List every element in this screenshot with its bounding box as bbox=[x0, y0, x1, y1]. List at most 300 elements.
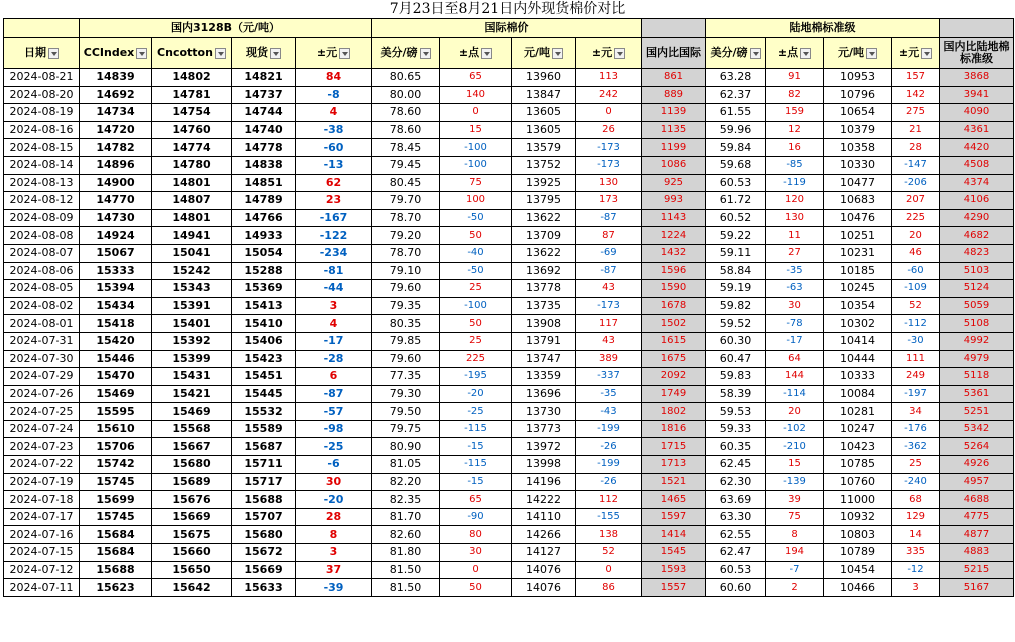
cell-landed-points[interactable]: 120 bbox=[766, 192, 824, 210]
cell-landed-yuan-ton[interactable]: 10789 bbox=[824, 544, 892, 562]
cell-ccindex[interactable]: 15067 bbox=[80, 244, 152, 262]
cell-landed-yuan-ton[interactable]: 10423 bbox=[824, 438, 892, 456]
filter-dropdown-icon[interactable] bbox=[420, 48, 431, 59]
cell-intl-cents-lb[interactable]: 79.30 bbox=[372, 385, 440, 403]
cell-ccindex[interactable]: 14900 bbox=[80, 174, 152, 192]
cell-date[interactable]: 2024-07-19 bbox=[4, 473, 80, 491]
cell-domestic-vs-intl[interactable]: 1675 bbox=[642, 350, 706, 368]
cell-date[interactable]: 2024-08-01 bbox=[4, 315, 80, 333]
cell-landed-yuan-ton[interactable]: 10302 bbox=[824, 315, 892, 333]
cell-domestic-vs-landed[interactable]: 4361 bbox=[940, 121, 1014, 139]
cell-cncotton[interactable]: 14801 bbox=[152, 174, 232, 192]
cell-ccindex[interactable]: 15706 bbox=[80, 438, 152, 456]
cell-spot[interactable]: 15717 bbox=[232, 473, 296, 491]
cell-intl-change[interactable]: -337 bbox=[576, 368, 642, 386]
cell-landed-change[interactable]: 142 bbox=[892, 86, 940, 104]
cell-ccindex[interactable]: 15333 bbox=[80, 262, 152, 280]
cell-landed-cents-lb[interactable]: 60.30 bbox=[706, 332, 766, 350]
cell-domestic-change[interactable]: -38 bbox=[296, 121, 372, 139]
cell-landed-cents-lb[interactable]: 62.37 bbox=[706, 86, 766, 104]
cell-intl-yuan-ton[interactable]: 14110 bbox=[512, 508, 576, 526]
cell-ccindex[interactable]: 14896 bbox=[80, 156, 152, 174]
cell-domestic-vs-intl[interactable]: 1557 bbox=[642, 579, 706, 597]
cell-domestic-vs-intl[interactable]: 925 bbox=[642, 174, 706, 192]
filter-dropdown-icon[interactable] bbox=[339, 48, 350, 59]
cell-domestic-vs-intl[interactable]: 1545 bbox=[642, 544, 706, 562]
cell-landed-cents-lb[interactable]: 62.45 bbox=[706, 456, 766, 474]
cell-landed-cents-lb[interactable]: 61.55 bbox=[706, 104, 766, 122]
cell-intl-points[interactable]: -25 bbox=[440, 403, 512, 421]
cell-date[interactable]: 2024-08-19 bbox=[4, 104, 80, 122]
cell-spot[interactable]: 15707 bbox=[232, 508, 296, 526]
cell-cncotton[interactable]: 15660 bbox=[152, 544, 232, 562]
cell-intl-yuan-ton[interactable]: 13692 bbox=[512, 262, 576, 280]
cell-landed-yuan-ton[interactable]: 10654 bbox=[824, 104, 892, 122]
cell-ccindex[interactable]: 15742 bbox=[80, 456, 152, 474]
cell-domestic-change[interactable]: -20 bbox=[296, 491, 372, 509]
cell-intl-change[interactable]: 43 bbox=[576, 332, 642, 350]
cell-intl-yuan-ton[interactable]: 13847 bbox=[512, 86, 576, 104]
cell-landed-change[interactable]: -60 bbox=[892, 262, 940, 280]
cell-domestic-change[interactable]: -25 bbox=[296, 438, 372, 456]
cell-domestic-vs-landed[interactable]: 5118 bbox=[940, 368, 1014, 386]
cell-intl-yuan-ton[interactable]: 13925 bbox=[512, 174, 576, 192]
cell-cncotton[interactable]: 15242 bbox=[152, 262, 232, 280]
cell-landed-cents-lb[interactable]: 59.68 bbox=[706, 156, 766, 174]
cell-intl-cents-lb[interactable]: 77.35 bbox=[372, 368, 440, 386]
cell-domestic-vs-landed[interactable]: 5103 bbox=[940, 262, 1014, 280]
cell-intl-yuan-ton[interactable]: 13730 bbox=[512, 403, 576, 421]
cell-landed-cents-lb[interactable]: 60.52 bbox=[706, 209, 766, 227]
cell-intl-cents-lb[interactable]: 80.45 bbox=[372, 174, 440, 192]
cell-cncotton[interactable]: 15391 bbox=[152, 297, 232, 315]
cell-domestic-vs-intl[interactable]: 1139 bbox=[642, 104, 706, 122]
cell-landed-points[interactable]: 159 bbox=[766, 104, 824, 122]
cell-intl-points[interactable]: 25 bbox=[440, 280, 512, 298]
cell-intl-points[interactable]: 50 bbox=[440, 315, 512, 333]
cell-landed-yuan-ton[interactable]: 10466 bbox=[824, 579, 892, 597]
cell-intl-cents-lb[interactable]: 79.50 bbox=[372, 403, 440, 421]
cell-intl-cents-lb[interactable]: 82.20 bbox=[372, 473, 440, 491]
cell-intl-points[interactable]: 0 bbox=[440, 104, 512, 122]
cell-spot[interactable]: 14740 bbox=[232, 121, 296, 139]
cell-spot[interactable]: 15589 bbox=[232, 420, 296, 438]
cell-date[interactable]: 2024-07-29 bbox=[4, 368, 80, 386]
cell-ccindex[interactable]: 14730 bbox=[80, 209, 152, 227]
cell-cncotton[interactable]: 15041 bbox=[152, 244, 232, 262]
cell-landed-cents-lb[interactable]: 59.84 bbox=[706, 139, 766, 157]
cell-domestic-change[interactable]: -98 bbox=[296, 420, 372, 438]
cell-ccindex[interactable]: 14924 bbox=[80, 227, 152, 245]
cell-cncotton[interactable]: 15675 bbox=[152, 526, 232, 544]
cell-domestic-change[interactable]: -44 bbox=[296, 280, 372, 298]
cell-cncotton[interactable]: 15421 bbox=[152, 385, 232, 403]
cell-domestic-vs-landed[interactable]: 4992 bbox=[940, 332, 1014, 350]
cell-date[interactable]: 2024-07-15 bbox=[4, 544, 80, 562]
cell-landed-cents-lb[interactable]: 59.11 bbox=[706, 244, 766, 262]
cell-cncotton[interactable]: 15401 bbox=[152, 315, 232, 333]
cell-domestic-vs-intl[interactable]: 1749 bbox=[642, 385, 706, 403]
cell-intl-points[interactable]: 65 bbox=[440, 69, 512, 87]
cell-landed-points[interactable]: 64 bbox=[766, 350, 824, 368]
cell-ccindex[interactable]: 14782 bbox=[80, 139, 152, 157]
cell-landed-yuan-ton[interactable]: 10414 bbox=[824, 332, 892, 350]
cell-intl-yuan-ton[interactable]: 14266 bbox=[512, 526, 576, 544]
cell-landed-points[interactable]: 20 bbox=[766, 403, 824, 421]
cell-landed-cents-lb[interactable]: 59.33 bbox=[706, 420, 766, 438]
cell-domestic-vs-landed[interactable]: 5215 bbox=[940, 561, 1014, 579]
cell-landed-yuan-ton[interactable]: 10247 bbox=[824, 420, 892, 438]
cell-domestic-change[interactable]: 8 bbox=[296, 526, 372, 544]
cell-landed-yuan-ton[interactable]: 10454 bbox=[824, 561, 892, 579]
cell-intl-change[interactable]: -155 bbox=[576, 508, 642, 526]
cell-domestic-vs-intl[interactable]: 2092 bbox=[642, 368, 706, 386]
cell-cncotton[interactable]: 14754 bbox=[152, 104, 232, 122]
cell-landed-points[interactable]: 194 bbox=[766, 544, 824, 562]
cell-spot[interactable]: 14744 bbox=[232, 104, 296, 122]
cell-landed-points[interactable]: -210 bbox=[766, 438, 824, 456]
cell-landed-yuan-ton[interactable]: 10379 bbox=[824, 121, 892, 139]
cell-domestic-vs-landed[interactable]: 4823 bbox=[940, 244, 1014, 262]
cell-spot[interactable]: 15633 bbox=[232, 579, 296, 597]
cell-landed-change[interactable]: -206 bbox=[892, 174, 940, 192]
cell-cncotton[interactable]: 15689 bbox=[152, 473, 232, 491]
cell-domestic-vs-intl[interactable]: 1502 bbox=[642, 315, 706, 333]
cell-domestic-change[interactable]: 4 bbox=[296, 104, 372, 122]
cell-intl-cents-lb[interactable]: 79.60 bbox=[372, 350, 440, 368]
cell-landed-change[interactable]: -147 bbox=[892, 156, 940, 174]
cell-intl-yuan-ton[interactable]: 13622 bbox=[512, 244, 576, 262]
cell-intl-yuan-ton[interactable]: 13622 bbox=[512, 209, 576, 227]
cell-date[interactable]: 2024-07-26 bbox=[4, 385, 80, 403]
cell-domestic-vs-landed[interactable]: 4877 bbox=[940, 526, 1014, 544]
cell-intl-yuan-ton[interactable]: 13579 bbox=[512, 139, 576, 157]
cell-intl-points[interactable]: -115 bbox=[440, 456, 512, 474]
cell-intl-points[interactable]: -100 bbox=[440, 297, 512, 315]
cell-intl-yuan-ton[interactable]: 13972 bbox=[512, 438, 576, 456]
cell-cncotton[interactable]: 15642 bbox=[152, 579, 232, 597]
cell-domestic-vs-intl[interactable]: 1816 bbox=[642, 420, 706, 438]
cell-intl-cents-lb[interactable]: 81.80 bbox=[372, 544, 440, 562]
cell-ccindex[interactable]: 14839 bbox=[80, 69, 152, 87]
cell-landed-yuan-ton[interactable]: 10251 bbox=[824, 227, 892, 245]
cell-landed-change[interactable]: 14 bbox=[892, 526, 940, 544]
cell-cncotton[interactable]: 15680 bbox=[152, 456, 232, 474]
cell-landed-yuan-ton[interactable]: 10330 bbox=[824, 156, 892, 174]
cell-cncotton[interactable]: 14807 bbox=[152, 192, 232, 210]
cell-date[interactable]: 2024-08-06 bbox=[4, 262, 80, 280]
cell-landed-yuan-ton[interactable]: 10185 bbox=[824, 262, 892, 280]
cell-landed-change[interactable]: 207 bbox=[892, 192, 940, 210]
cell-landed-points[interactable]: 130 bbox=[766, 209, 824, 227]
cell-ccindex[interactable]: 14770 bbox=[80, 192, 152, 210]
cell-intl-cents-lb[interactable]: 79.70 bbox=[372, 192, 440, 210]
cell-landed-yuan-ton[interactable]: 10683 bbox=[824, 192, 892, 210]
cell-spot[interactable]: 15410 bbox=[232, 315, 296, 333]
cell-intl-cents-lb[interactable]: 81.70 bbox=[372, 508, 440, 526]
cell-intl-yuan-ton[interactable]: 14076 bbox=[512, 579, 576, 597]
cell-landed-points[interactable]: 16 bbox=[766, 139, 824, 157]
cell-intl-change[interactable]: -35 bbox=[576, 385, 642, 403]
cell-intl-change[interactable]: 138 bbox=[576, 526, 642, 544]
cell-domestic-change[interactable]: 4 bbox=[296, 315, 372, 333]
cell-intl-points[interactable]: -50 bbox=[440, 209, 512, 227]
filter-dropdown-icon[interactable] bbox=[800, 48, 811, 59]
cell-landed-yuan-ton[interactable]: 10803 bbox=[824, 526, 892, 544]
cell-domestic-vs-landed[interactable]: 4775 bbox=[940, 508, 1014, 526]
cell-spot[interactable]: 15406 bbox=[232, 332, 296, 350]
cell-domestic-change[interactable]: -13 bbox=[296, 156, 372, 174]
cell-landed-cents-lb[interactable]: 59.96 bbox=[706, 121, 766, 139]
cell-landed-change[interactable]: 34 bbox=[892, 403, 940, 421]
cell-intl-change[interactable]: -173 bbox=[576, 156, 642, 174]
cell-landed-cents-lb[interactable]: 60.47 bbox=[706, 350, 766, 368]
cell-spot[interactable]: 15413 bbox=[232, 297, 296, 315]
cell-cncotton[interactable]: 15343 bbox=[152, 280, 232, 298]
cell-spot[interactable]: 15451 bbox=[232, 368, 296, 386]
cell-landed-change[interactable]: 129 bbox=[892, 508, 940, 526]
cell-intl-cents-lb[interactable]: 82.60 bbox=[372, 526, 440, 544]
cell-domestic-vs-intl[interactable]: 1432 bbox=[642, 244, 706, 262]
cell-domestic-change[interactable]: -122 bbox=[296, 227, 372, 245]
cell-spot[interactable]: 15288 bbox=[232, 262, 296, 280]
cell-landed-change[interactable]: 3 bbox=[892, 579, 940, 597]
cell-landed-cents-lb[interactable]: 59.83 bbox=[706, 368, 766, 386]
cell-date[interactable]: 2024-08-13 bbox=[4, 174, 80, 192]
cell-intl-change[interactable]: -87 bbox=[576, 262, 642, 280]
cell-cncotton[interactable]: 15568 bbox=[152, 420, 232, 438]
cell-domestic-vs-intl[interactable]: 1590 bbox=[642, 280, 706, 298]
cell-domestic-change[interactable]: -6 bbox=[296, 456, 372, 474]
cell-landed-change[interactable]: -12 bbox=[892, 561, 940, 579]
cell-ccindex[interactable]: 15745 bbox=[80, 473, 152, 491]
cell-date[interactable]: 2024-07-22 bbox=[4, 456, 80, 474]
cell-ccindex[interactable]: 14692 bbox=[80, 86, 152, 104]
cell-spot[interactable]: 15054 bbox=[232, 244, 296, 262]
filter-dropdown-icon[interactable] bbox=[270, 48, 281, 59]
cell-intl-yuan-ton[interactable]: 14076 bbox=[512, 561, 576, 579]
cell-landed-change[interactable]: 111 bbox=[892, 350, 940, 368]
cell-landed-points[interactable]: -139 bbox=[766, 473, 824, 491]
cell-domestic-change[interactable]: 3 bbox=[296, 544, 372, 562]
cell-intl-points[interactable]: 75 bbox=[440, 174, 512, 192]
cell-intl-change[interactable]: -199 bbox=[576, 456, 642, 474]
cell-landed-cents-lb[interactable]: 61.72 bbox=[706, 192, 766, 210]
cell-intl-yuan-ton[interactable]: 13752 bbox=[512, 156, 576, 174]
cell-landed-cents-lb[interactable]: 59.22 bbox=[706, 227, 766, 245]
cell-domestic-vs-landed[interactable]: 4682 bbox=[940, 227, 1014, 245]
cell-intl-points[interactable]: 100 bbox=[440, 192, 512, 210]
cell-intl-yuan-ton[interactable]: 14127 bbox=[512, 544, 576, 562]
cell-cncotton[interactable]: 14780 bbox=[152, 156, 232, 174]
filter-dropdown-icon[interactable] bbox=[614, 48, 625, 59]
cell-intl-change[interactable]: 0 bbox=[576, 561, 642, 579]
cell-date[interactable]: 2024-07-31 bbox=[4, 332, 80, 350]
cell-landed-points[interactable]: 11 bbox=[766, 227, 824, 245]
cell-date[interactable]: 2024-08-12 bbox=[4, 192, 80, 210]
cell-intl-points[interactable]: 50 bbox=[440, 579, 512, 597]
cell-ccindex[interactable]: 15623 bbox=[80, 579, 152, 597]
cell-cncotton[interactable]: 15669 bbox=[152, 508, 232, 526]
cell-intl-yuan-ton[interactable]: 13778 bbox=[512, 280, 576, 298]
cell-intl-cents-lb[interactable]: 80.90 bbox=[372, 438, 440, 456]
cell-landed-cents-lb[interactable]: 58.84 bbox=[706, 262, 766, 280]
cell-intl-cents-lb[interactable]: 78.70 bbox=[372, 244, 440, 262]
cell-domestic-vs-landed[interactable]: 4957 bbox=[940, 473, 1014, 491]
cell-domestic-vs-intl[interactable]: 1199 bbox=[642, 139, 706, 157]
cell-intl-points[interactable]: 25 bbox=[440, 332, 512, 350]
cell-landed-change[interactable]: 249 bbox=[892, 368, 940, 386]
cell-intl-points[interactable]: -20 bbox=[440, 385, 512, 403]
cell-intl-yuan-ton[interactable]: 13773 bbox=[512, 420, 576, 438]
cell-domestic-vs-landed[interactable]: 4290 bbox=[940, 209, 1014, 227]
cell-landed-cents-lb[interactable]: 60.53 bbox=[706, 174, 766, 192]
cell-date[interactable]: 2024-08-15 bbox=[4, 139, 80, 157]
cell-domestic-change[interactable]: -17 bbox=[296, 332, 372, 350]
cell-domestic-change[interactable]: -81 bbox=[296, 262, 372, 280]
cell-intl-change[interactable]: -69 bbox=[576, 244, 642, 262]
cell-intl-change[interactable]: 43 bbox=[576, 280, 642, 298]
cell-intl-change[interactable]: 52 bbox=[576, 544, 642, 562]
cell-cncotton[interactable]: 15399 bbox=[152, 350, 232, 368]
cell-cncotton[interactable]: 15676 bbox=[152, 491, 232, 509]
cell-domestic-change[interactable]: -87 bbox=[296, 385, 372, 403]
cell-cncotton[interactable]: 15431 bbox=[152, 368, 232, 386]
cell-cncotton[interactable]: 14781 bbox=[152, 86, 232, 104]
cell-domestic-vs-intl[interactable]: 1678 bbox=[642, 297, 706, 315]
cell-domestic-vs-landed[interactable]: 5264 bbox=[940, 438, 1014, 456]
cell-landed-change[interactable]: -362 bbox=[892, 438, 940, 456]
cell-ccindex[interactable]: 15418 bbox=[80, 315, 152, 333]
cell-spot[interactable]: 15423 bbox=[232, 350, 296, 368]
cell-intl-change[interactable]: 112 bbox=[576, 491, 642, 509]
cell-domestic-vs-landed[interactable]: 5361 bbox=[940, 385, 1014, 403]
cell-domestic-change[interactable]: 62 bbox=[296, 174, 372, 192]
cell-intl-change[interactable]: -87 bbox=[576, 209, 642, 227]
filter-dropdown-icon[interactable] bbox=[866, 48, 877, 59]
cell-cncotton[interactable]: 15667 bbox=[152, 438, 232, 456]
cell-landed-cents-lb[interactable]: 58.39 bbox=[706, 385, 766, 403]
cell-domestic-change[interactable]: 30 bbox=[296, 473, 372, 491]
cell-landed-cents-lb[interactable]: 62.30 bbox=[706, 473, 766, 491]
cell-landed-yuan-ton[interactable]: 10476 bbox=[824, 209, 892, 227]
cell-spot[interactable]: 14766 bbox=[232, 209, 296, 227]
cell-landed-change[interactable]: 46 bbox=[892, 244, 940, 262]
cell-intl-points[interactable]: 0 bbox=[440, 561, 512, 579]
cell-landed-change[interactable]: -197 bbox=[892, 385, 940, 403]
cell-landed-yuan-ton[interactable]: 10281 bbox=[824, 403, 892, 421]
cell-spot[interactable]: 14778 bbox=[232, 139, 296, 157]
cell-spot[interactable]: 15445 bbox=[232, 385, 296, 403]
cell-landed-points[interactable]: -119 bbox=[766, 174, 824, 192]
cell-landed-points[interactable]: 12 bbox=[766, 121, 824, 139]
cell-domestic-vs-landed[interactable]: 3868 bbox=[940, 69, 1014, 87]
cell-domestic-vs-landed[interactable]: 4090 bbox=[940, 104, 1014, 122]
cell-spot[interactable]: 14851 bbox=[232, 174, 296, 192]
cell-domestic-vs-intl[interactable]: 1414 bbox=[642, 526, 706, 544]
cell-intl-cents-lb[interactable]: 81.50 bbox=[372, 579, 440, 597]
cell-intl-change[interactable]: 389 bbox=[576, 350, 642, 368]
cell-intl-yuan-ton[interactable]: 13960 bbox=[512, 69, 576, 87]
cell-cncotton[interactable]: 14774 bbox=[152, 139, 232, 157]
cell-intl-change[interactable]: 173 bbox=[576, 192, 642, 210]
cell-intl-yuan-ton[interactable]: 13605 bbox=[512, 104, 576, 122]
cell-domestic-vs-intl[interactable]: 1224 bbox=[642, 227, 706, 245]
cell-landed-yuan-ton[interactable]: 10785 bbox=[824, 456, 892, 474]
cell-intl-cents-lb[interactable]: 80.65 bbox=[372, 69, 440, 87]
cell-intl-cents-lb[interactable]: 78.45 bbox=[372, 139, 440, 157]
cell-landed-change[interactable]: -112 bbox=[892, 315, 940, 333]
cell-landed-change[interactable]: 20 bbox=[892, 227, 940, 245]
cell-intl-points[interactable]: 140 bbox=[440, 86, 512, 104]
cell-intl-change[interactable]: -173 bbox=[576, 139, 642, 157]
filter-dropdown-icon[interactable] bbox=[921, 48, 932, 59]
cell-landed-yuan-ton[interactable]: 10358 bbox=[824, 139, 892, 157]
cell-domestic-vs-landed[interactable]: 4420 bbox=[940, 139, 1014, 157]
filter-dropdown-icon[interactable] bbox=[215, 48, 226, 59]
cell-ccindex[interactable]: 15699 bbox=[80, 491, 152, 509]
cell-intl-change[interactable]: 117 bbox=[576, 315, 642, 333]
cell-ccindex[interactable]: 15688 bbox=[80, 561, 152, 579]
cell-domestic-vs-landed[interactable]: 4106 bbox=[940, 192, 1014, 210]
cell-landed-yuan-ton[interactable]: 10333 bbox=[824, 368, 892, 386]
cell-date[interactable]: 2024-08-08 bbox=[4, 227, 80, 245]
cell-intl-yuan-ton[interactable]: 13908 bbox=[512, 315, 576, 333]
cell-intl-cents-lb[interactable]: 80.00 bbox=[372, 86, 440, 104]
cell-ccindex[interactable]: 15394 bbox=[80, 280, 152, 298]
filter-dropdown-icon[interactable] bbox=[552, 48, 563, 59]
cell-spot[interactable]: 15369 bbox=[232, 280, 296, 298]
cell-landed-points[interactable]: -17 bbox=[766, 332, 824, 350]
cell-landed-change[interactable]: 68 bbox=[892, 491, 940, 509]
cell-landed-change[interactable]: 335 bbox=[892, 544, 940, 562]
cell-intl-change[interactable]: -26 bbox=[576, 473, 642, 491]
cell-spot[interactable]: 14838 bbox=[232, 156, 296, 174]
cell-domestic-vs-landed[interactable]: 5059 bbox=[940, 297, 1014, 315]
cell-ccindex[interactable]: 15684 bbox=[80, 544, 152, 562]
cell-landed-points[interactable]: -85 bbox=[766, 156, 824, 174]
cell-ccindex[interactable]: 15420 bbox=[80, 332, 152, 350]
cell-domestic-change[interactable]: -39 bbox=[296, 579, 372, 597]
cell-intl-points[interactable]: -100 bbox=[440, 139, 512, 157]
cell-landed-points[interactable]: 144 bbox=[766, 368, 824, 386]
cell-landed-change[interactable]: -176 bbox=[892, 420, 940, 438]
cell-landed-points[interactable]: -35 bbox=[766, 262, 824, 280]
cell-intl-change[interactable]: 113 bbox=[576, 69, 642, 87]
cell-landed-cents-lb[interactable]: 63.30 bbox=[706, 508, 766, 526]
cell-landed-points[interactable]: -102 bbox=[766, 420, 824, 438]
cell-intl-yuan-ton[interactable]: 13747 bbox=[512, 350, 576, 368]
cell-domestic-vs-intl[interactable]: 1596 bbox=[642, 262, 706, 280]
cell-landed-yuan-ton[interactable]: 10354 bbox=[824, 297, 892, 315]
cell-landed-cents-lb[interactable]: 60.35 bbox=[706, 438, 766, 456]
cell-intl-points[interactable]: 15 bbox=[440, 121, 512, 139]
cell-intl-yuan-ton[interactable]: 13709 bbox=[512, 227, 576, 245]
cell-ccindex[interactable]: 14720 bbox=[80, 121, 152, 139]
cell-intl-change[interactable]: -43 bbox=[576, 403, 642, 421]
cell-landed-points[interactable]: 91 bbox=[766, 69, 824, 87]
cell-landed-cents-lb[interactable]: 59.82 bbox=[706, 297, 766, 315]
filter-dropdown-icon[interactable] bbox=[136, 48, 147, 59]
cell-intl-change[interactable]: -199 bbox=[576, 420, 642, 438]
cell-domestic-change[interactable]: 84 bbox=[296, 69, 372, 87]
cell-intl-points[interactable]: -100 bbox=[440, 156, 512, 174]
cell-cncotton[interactable]: 14801 bbox=[152, 209, 232, 227]
cell-intl-cents-lb[interactable]: 78.60 bbox=[372, 121, 440, 139]
cell-intl-change[interactable]: -173 bbox=[576, 297, 642, 315]
cell-date[interactable]: 2024-08-07 bbox=[4, 244, 80, 262]
cell-domestic-vs-intl[interactable]: 889 bbox=[642, 86, 706, 104]
